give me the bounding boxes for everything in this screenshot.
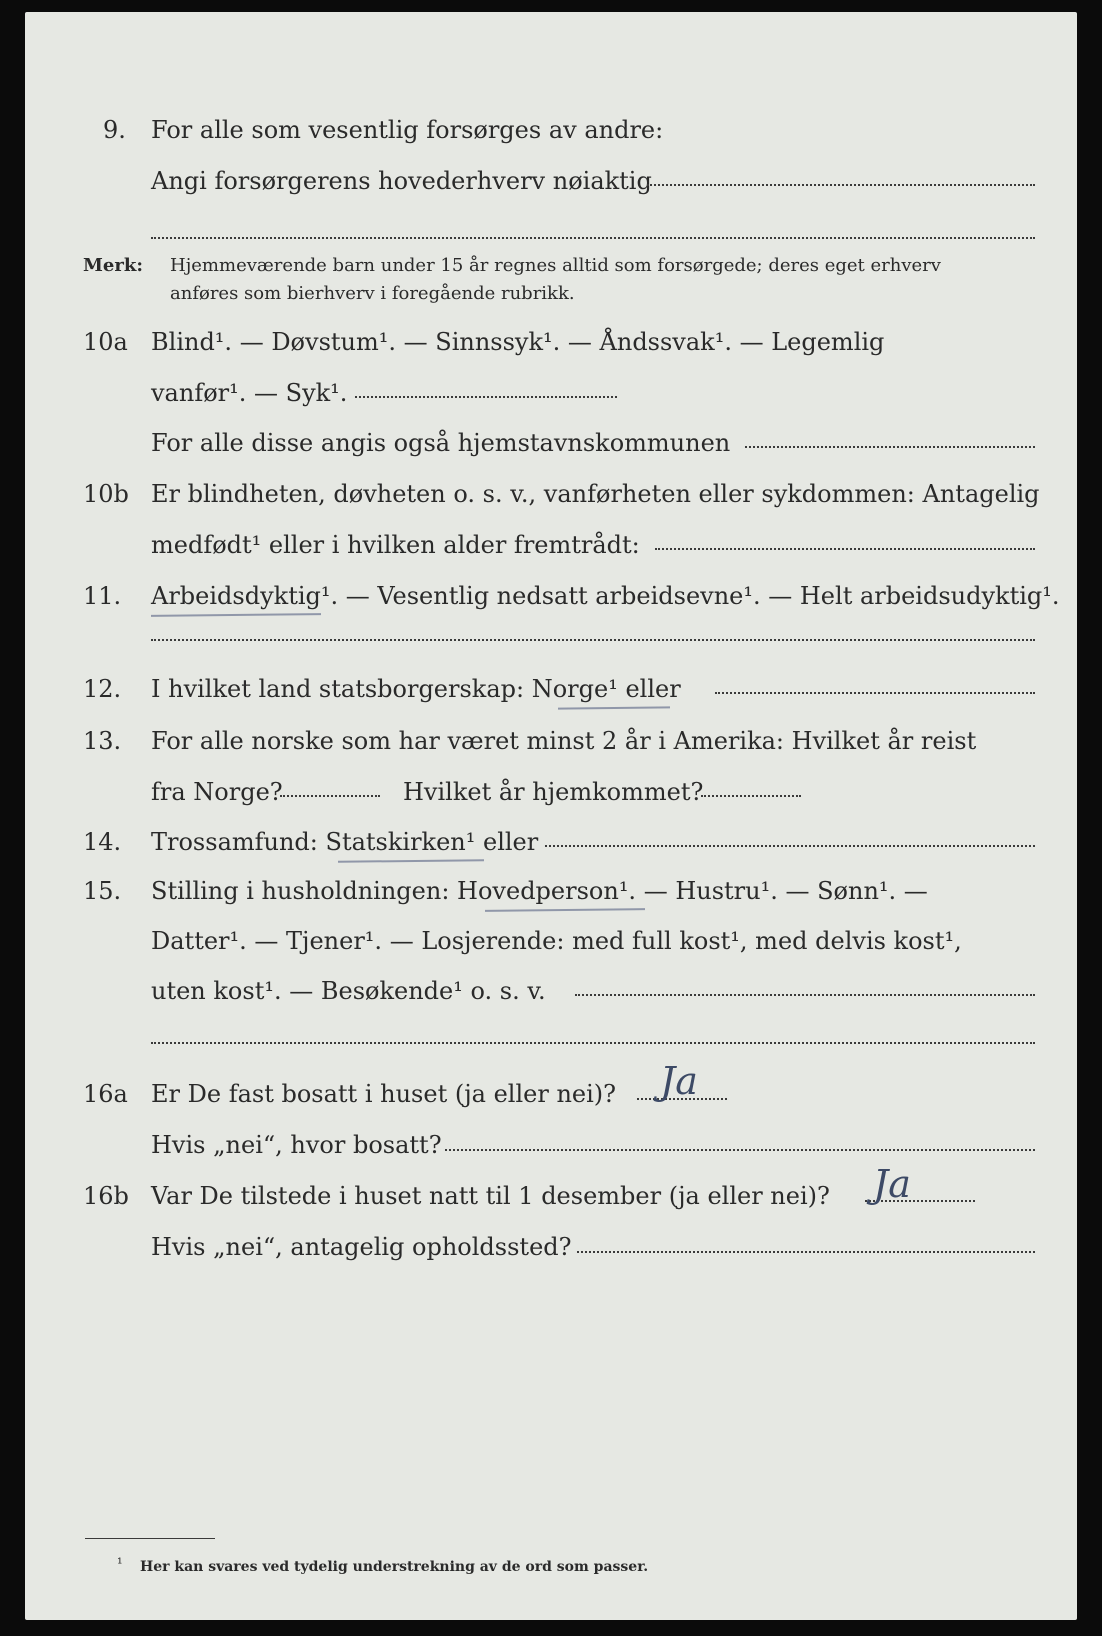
q10b-number: 10b bbox=[83, 480, 129, 508]
q15-line1: Stilling i husholdningen: Hovedperson¹. — Hustru¹. — Sønn¹. — bbox=[151, 877, 928, 905]
footnote-rule bbox=[85, 1538, 215, 1539]
q16b-place-line[interactable] bbox=[577, 1251, 1035, 1253]
q9-number: 9. bbox=[103, 116, 126, 144]
merk-line1: Hjemmeværende barn under 15 år regnes alltid som forsørgede; deres eget erhverv bbox=[170, 255, 941, 276]
q15-answer-line-2[interactable] bbox=[151, 1042, 1035, 1044]
q12-number: 12. bbox=[83, 675, 122, 703]
q14-underline-mark bbox=[338, 859, 484, 863]
q11-line1: Arbeidsdyktig¹. — Vesentlig nedsatt arbeidsevne¹. — Helt arbeidsudyktig¹. bbox=[151, 582, 1060, 610]
q13-number: 13. bbox=[83, 727, 122, 755]
footnote-mark: ¹ bbox=[117, 1556, 123, 1572]
q10b-answer-line[interactable] bbox=[655, 548, 1035, 550]
q10a-number: 10a bbox=[83, 328, 128, 356]
q13-line2a: fra Norge? bbox=[151, 778, 283, 806]
q14-answer-line[interactable] bbox=[545, 845, 1035, 847]
q16b-handwritten-answer: Ja bbox=[873, 1162, 911, 1206]
q10a-municipality-line[interactable] bbox=[745, 446, 1035, 448]
q15-underline-mark bbox=[485, 908, 645, 912]
q16a-where-line[interactable] bbox=[445, 1149, 1035, 1151]
q13-line2b: Hvilket år hjemkommet? bbox=[403, 778, 704, 806]
q10b-line1: Er blindheten, døvheten o. s. v., vanførheten eller sykdommen: Antagelig bbox=[151, 480, 1040, 508]
census-form-page bbox=[25, 12, 1077, 1620]
merk-line2: anføres som bierhverv i foregående rubrikk. bbox=[170, 283, 575, 304]
q16a-number: 16a bbox=[83, 1080, 128, 1108]
q16b-line2: Hvis „nei“, antagelig opholdssted? bbox=[151, 1233, 572, 1261]
q13-hjemkommet-line[interactable] bbox=[701, 795, 801, 797]
q11-answer-line[interactable] bbox=[151, 639, 1035, 641]
q14-line1: Trossamfund: Statskirken¹ eller bbox=[151, 828, 539, 856]
q9-answer-line[interactable] bbox=[647, 184, 1035, 186]
q16a-handwritten-answer: Ja bbox=[660, 1059, 698, 1103]
q16b-line1: Var De tilstede i huset natt til 1 desember (ja eller nei)? bbox=[151, 1182, 830, 1210]
q14-number: 14. bbox=[83, 828, 122, 856]
q12-answer-line[interactable] bbox=[715, 692, 1035, 694]
q10a-answer-line[interactable] bbox=[355, 396, 617, 398]
q12-underline-mark bbox=[558, 706, 670, 709]
q13-line1: For alle norske som har været minst 2 år i Amerika: Hvilket år reist bbox=[151, 727, 977, 755]
q10a-line2: vanfør¹. — Syk¹. bbox=[151, 379, 348, 407]
q16a-line1: Er De fast bosatt i huset (ja eller nei)? bbox=[151, 1080, 617, 1108]
q10b-line2: medfødt¹ eller i hvilken alder fremtrådt: bbox=[151, 531, 640, 559]
q9-answer-line-2[interactable] bbox=[151, 237, 1035, 239]
q13-reist-line[interactable] bbox=[280, 795, 380, 797]
q11-underline-mark bbox=[151, 613, 321, 617]
merk-label: Merk: bbox=[83, 255, 143, 276]
q16a-line2: Hvis „nei“, hvor bosatt? bbox=[151, 1131, 442, 1159]
q11-number: 11. bbox=[83, 582, 122, 610]
q15-number: 15. bbox=[83, 877, 122, 905]
q15-line2: Datter¹. — Tjener¹. — Losjerende: med full kost¹, med delvis kost¹, bbox=[151, 927, 962, 955]
q10a-line1: Blind¹. — Døvstum¹. — Sinnssyk¹. — Åndssvak¹. — Legemlig bbox=[151, 328, 885, 356]
footnote-text: Her kan svares ved tydelig understrekning av de ord som passer. bbox=[140, 1559, 649, 1575]
q15-line3: uten kost¹. — Besøkende¹ o. s. v. bbox=[151, 977, 546, 1005]
q9-line1: For alle som vesentlig forsørges av andre: bbox=[151, 116, 664, 144]
q12-line1: I hvilket land statsborgerskap: Norge¹ eller bbox=[151, 675, 681, 703]
q9-line2: Angi forsørgerens hovederhverv nøiaktig bbox=[151, 167, 652, 195]
q10a-line3: For alle disse angis også hjemstavnskommunen bbox=[151, 429, 731, 457]
q16b-number: 16b bbox=[83, 1182, 129, 1210]
q15-answer-line[interactable] bbox=[575, 994, 1035, 996]
